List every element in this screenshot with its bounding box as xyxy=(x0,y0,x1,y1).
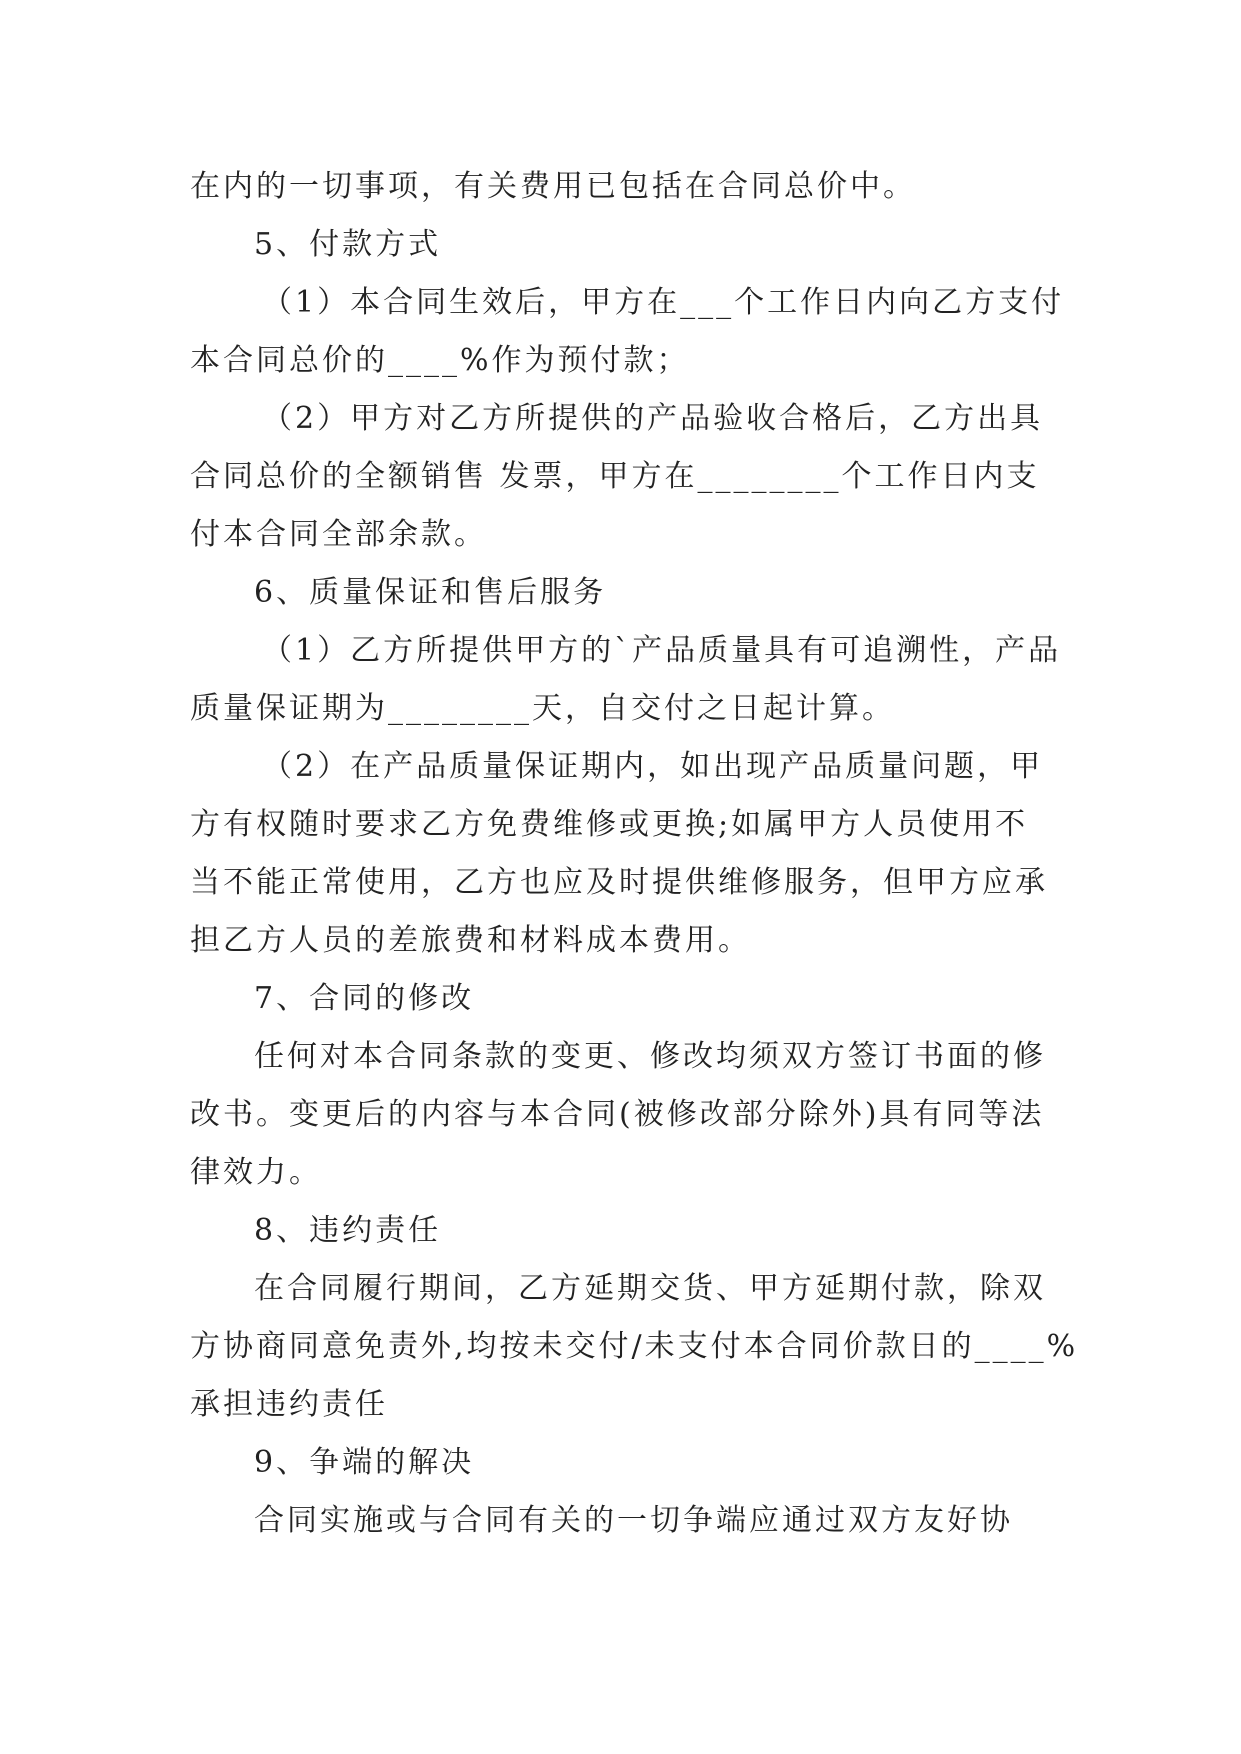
paragraph-line: 任何对本合同条款的变更、修改均须双方签订书面的修 xyxy=(254,1039,1046,1074)
section-heading-liability: 8、违约责任 xyxy=(254,1213,442,1248)
paragraph-line: 合同实施或与合同有关的一切争端应通过双方友好协 xyxy=(254,1503,1013,1538)
paragraph-line: 方有权随时要求乙方免费维修或更换;如属甲方人员使用不 xyxy=(190,807,1029,842)
paragraph-line: 在合同履行期间，乙方延期交货、甲方延期付款，除双 xyxy=(254,1271,1046,1306)
paragraph-line: 承担违约责任 xyxy=(190,1387,388,1422)
section-heading-quality: 6、质量保证和售后服务 xyxy=(254,575,607,610)
paragraph-line: 担乙方人员的差旅费和材料成本费用。 xyxy=(190,923,751,958)
document-body xyxy=(190,158,1079,1550)
paragraph-line: 在内的一切事项，有关费用已包括在合同总价中。 xyxy=(190,169,916,204)
paragraph-line: （1）乙方所提供甲方的`产品质量具有可追溯性，产品 xyxy=(262,633,1062,668)
section-heading-amendment: 7、合同的修改 xyxy=(254,981,475,1016)
paragraph-line: 方协商同意免责外,均按未交付/未支付本合同价款日的____% xyxy=(190,1329,1079,1364)
paragraph-line: 本合同总价的____%作为预付款； xyxy=(190,343,690,378)
paragraph-line: 合同总价的全额销售 发票，甲方在________个工作日内支 xyxy=(190,459,1040,494)
section-heading-payment: 5、付款方式 xyxy=(254,227,442,262)
paragraph-line: 质量保证期为________天，自交付之日起计算。 xyxy=(190,691,895,726)
paragraph-line: （2）甲方对乙方所提供的产品验收合格后，乙方出具 xyxy=(262,401,1044,436)
paragraph-line: 付本合同全部余款。 xyxy=(190,517,487,552)
paragraph-line: （1）本合同生效后，甲方在___个工作日内向乙方支付 xyxy=(262,285,1065,320)
paragraph-line: （2）在产品质量保证期内，如出现产品质量问题，甲 xyxy=(262,749,1044,784)
section-heading-disputes: 9、争端的解决 xyxy=(254,1445,475,1480)
paragraph-line: 当不能正常使用，乙方也应及时提供维修服务，但甲方应承 xyxy=(190,865,1048,900)
paragraph-line: 改书。变更后的内容与本合同(被修改部分除外)具有同等法 xyxy=(190,1097,1045,1132)
paragraph-line: 律效力。 xyxy=(190,1155,322,1190)
